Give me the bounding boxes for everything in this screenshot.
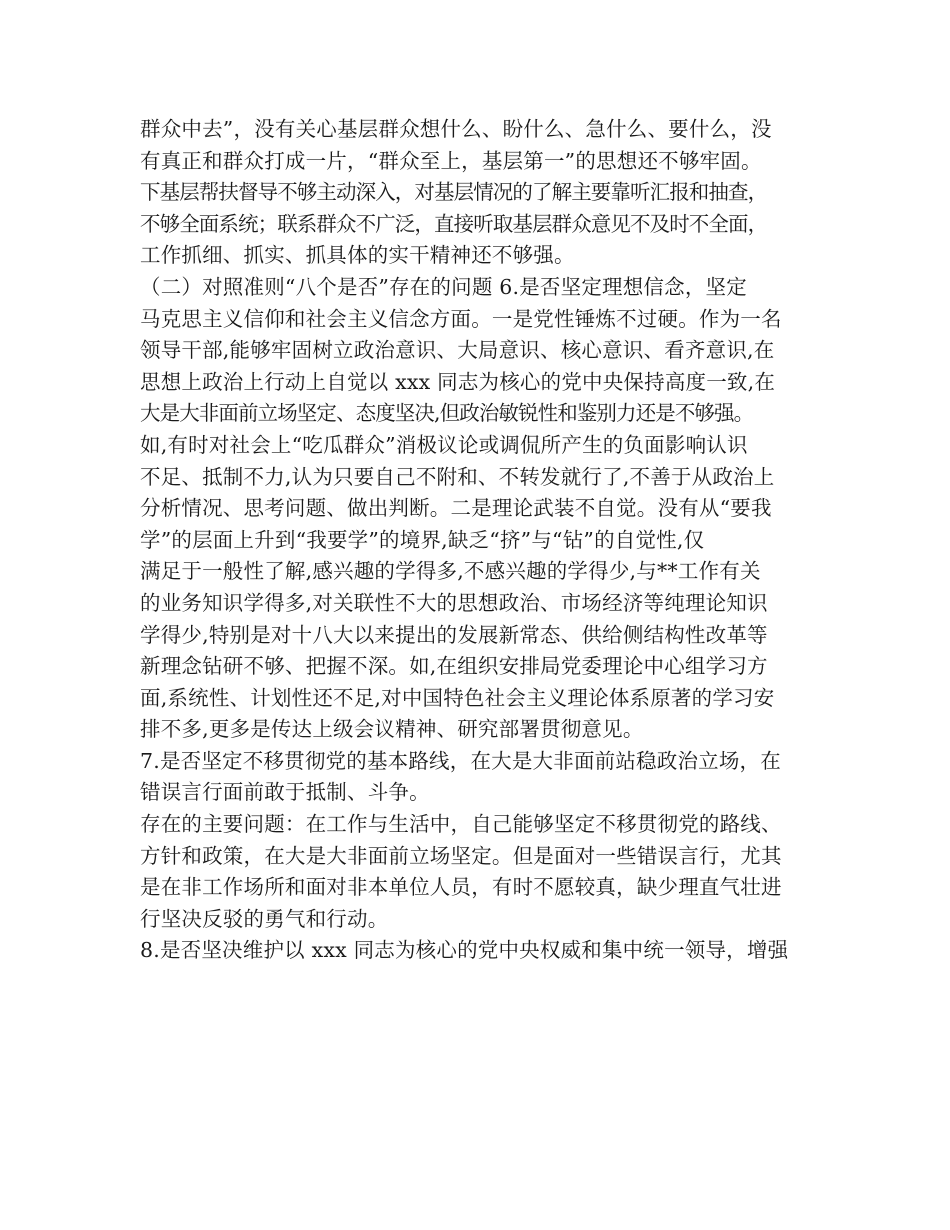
text-line: 分析情况、思考问题、做出判断。二是理论武装不自觉。没有从“要我 (140, 496, 772, 521)
text-line: 排不多,更多是传达上级会议精神、研究部署贯彻意见。 (140, 717, 644, 742)
text-line: 学得少,特别是对十八大以来提出的发展新常态、供给侧结构性改革等 (140, 622, 768, 647)
text-line: 不够全面系统；联系群众不广泛，直接听取基层群众意见不及时不全面， (140, 211, 768, 236)
text-line: 思想上政治上行动上自觉以 xxx 同志为核心的党中央保持高度一致,在 (140, 369, 776, 394)
text-line: 下基层帮扶督导不够主动深入，对基层情况的了解主要靠听汇报和抽查， (140, 180, 768, 205)
text-line: 满足于一般性了解,感兴趣的学得多,不感兴趣的学得少,与**工作有关 (140, 559, 761, 584)
text-line: 错误言行面前敢于抵制、斗争。 (140, 780, 430, 805)
text-line: 是在非工作场所和面对非本单位人员，有时不愿较真，缺少理直气壮进 (140, 875, 782, 900)
text-line: 方针和政策，在大是大非面前立场坚定。但是面对一些错误言行，尤其 (140, 843, 782, 868)
text-line: 如,有时对社会上“吃瓜群众”消极议论或调侃所产生的负面影响认识 (140, 432, 748, 457)
text-line: 面,系统性、计划性还不足,对中国特色社会主义理论体系原著的学习安 (140, 685, 775, 710)
numbered-item-line: 8.是否坚决维护以 xxx 同志为核心的党中央权威和集中统一领导，增强 (140, 938, 789, 963)
text-line: 工作抓细、抓实、抓具体的实干精神还不够强。 (140, 243, 575, 268)
text-line: 学”的层面上升到“我要学”的境界,缺乏“挤”与“钻”的自觉性,仅 (140, 527, 705, 552)
text-line: 存在的主要问题：在工作与生活中，自己能够坚定不移贯彻党的路线、 (140, 812, 782, 837)
text-line: 行坚决反驳的勇气和行动。 (140, 906, 389, 931)
text-line: 不足、抵制不力,认为只要自己不附和、不转发就行了,不善于从政治上 (140, 464, 775, 489)
text-line: 马克思主义信仰和社会主义信念方面。一是党性锤炼不过硬。作为一名 (140, 306, 782, 331)
text-line: 领导干部,能够牢固树立政治意识、大局意识、核心意识、看齐意识,在 (140, 338, 775, 363)
text-line: 群众中去”，没有关心基层群众想什么、盼什么、急什么、要什么，没 (140, 117, 772, 141)
text-line: 大是大非面前立场坚定、态度坚决,但政治敏锐性和鉴别力还是不够强。 (140, 401, 754, 426)
text-line: 的业务知识学得多,对关联性不大的思想政治、市场经济等纯理论知识 (140, 590, 768, 615)
text-line: 新理念钻研不够、把握不深。如,在组织安排局党委理论中心组学习方 (140, 654, 768, 679)
section-heading-line: （二）对照准则“八个是否”存在的问题 6.是否坚定理想信念，坚定 (140, 274, 747, 299)
document-body (140, 114, 820, 967)
numbered-item-line: 7.是否坚定不移贯彻党的基本路线，在大是大非面前站稳政治立场，在 (140, 748, 781, 773)
text-line: 有真正和群众打成一片，“群众至上，基层第一”的思想还不够牢固。 (140, 148, 762, 173)
